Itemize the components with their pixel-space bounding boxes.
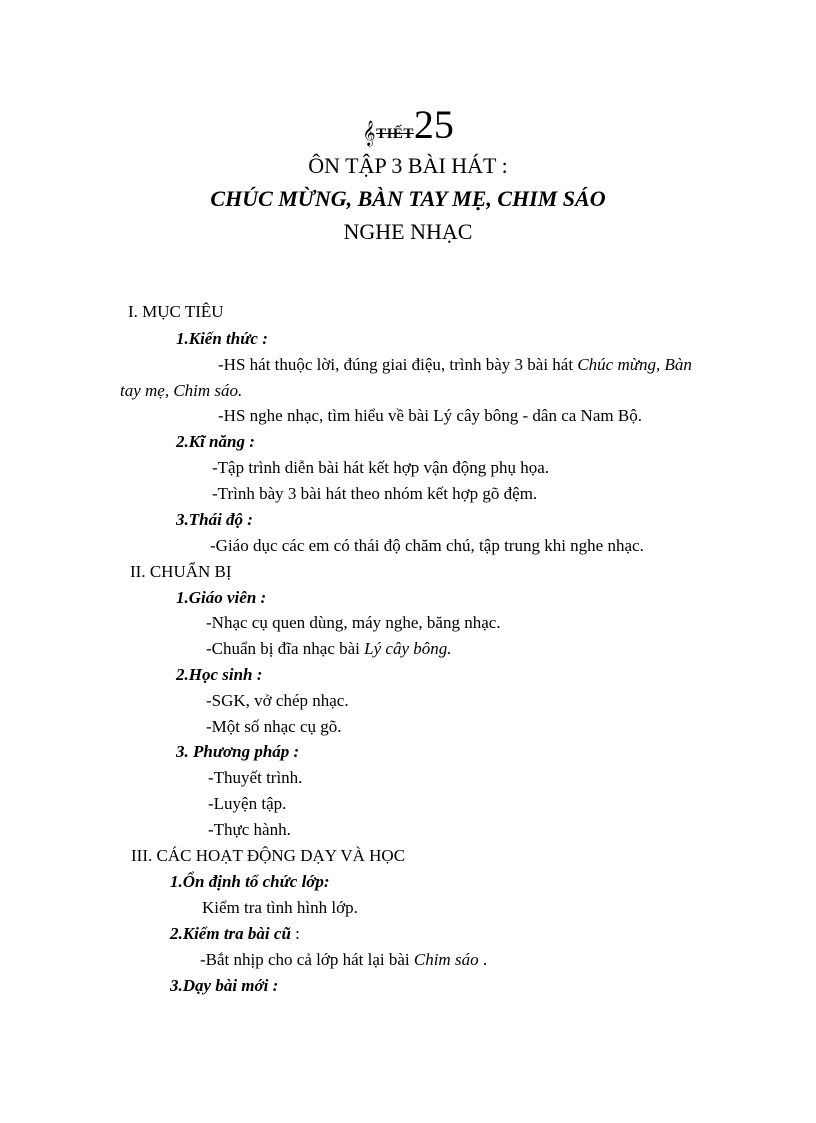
review-line-1-end: . (478, 950, 488, 969)
knowledge-line-3: -HS nghe nhạc, tìm hiểu về bài Lý cây bông - dân ca Nam Bộ. (218, 406, 642, 425)
students-line-1: -SGK, vở chép nhạc. (206, 691, 349, 710)
subheading-new-lesson: 3.Dạy bài mới : (170, 976, 279, 995)
methods-line-2: -Luyện tập. (208, 794, 287, 813)
students-line-2: -Một số nhạc cụ gõ. (206, 717, 342, 736)
review-line-1 (200, 950, 487, 970)
skills-line-1: -Tập trình diễn bài hát kết hợp vận động phụ họa. (212, 458, 550, 477)
section-heading-objectives: I. MỤC TIÊU (128, 302, 224, 321)
teacher-line-2-italic: Lý cây bông. (364, 639, 452, 658)
title-line-3: NGHE NHẠC (343, 219, 473, 244)
subheading-review (170, 924, 300, 944)
review-label-suffix: : (290, 924, 300, 943)
teacher-line-2 (206, 639, 452, 659)
subheading-knowledge: 1.Kiến thức : (176, 329, 268, 348)
subheading-attitude: 3.Thái độ : (176, 510, 253, 529)
review-label: 2.Kiểm tra bài cũ (170, 924, 291, 943)
methods-line-3: -Thực hành. (208, 820, 291, 839)
lesson-number-heading (0, 100, 816, 150)
tiet-label: TIẾT (376, 126, 414, 142)
subheading-methods: 3. Phương pháp : (176, 742, 300, 761)
knowledge-line-1-italic: Chúc mừng, Bàn (577, 355, 692, 374)
skills-line-2: -Trình bày 3 bài hát theo nhóm kết hợp gõ đệm. (212, 484, 538, 503)
teacher-line-1: -Nhạc cụ quen dùng, máy nghe, băng nhạc. (206, 613, 501, 632)
treble-clef-icon: 𝄞 (362, 120, 376, 145)
subheading-teacher: 1.Giáo viên : (176, 588, 267, 607)
knowledge-line-2: tay mẹ, Chim sáo. (120, 381, 243, 400)
class-organization-line-1: Kiểm tra tình hình lớp. (202, 898, 358, 917)
teacher-line-2-text: -Chuẩn bị đĩa nhạc bài (206, 639, 365, 658)
section-heading-preparation: II. CHUẨN BỊ (130, 562, 232, 581)
subheading-skills: 2.Kĩ năng : (176, 432, 255, 451)
subheading-class-organization: 1.Ổn định tổ chức lớp: (170, 872, 330, 891)
methods-line-1: -Thuyết trình. (208, 768, 303, 787)
knowledge-line-1 (218, 355, 692, 375)
title-line-2: CHÚC MỪNG, BÀN TAY MẸ, CHIM SÁO (210, 186, 606, 211)
title-line-1: ÔN TẬP 3 BÀI HÁT : (308, 153, 508, 178)
knowledge-line-1-text: -HS hát thuộc lời, đúng giai điệu, trình bày 3 bài hát (218, 355, 578, 374)
section-heading-activities: III. CÁC HOẠT ĐỘNG DẠY VÀ HỌC (131, 846, 406, 865)
review-line-1-italic: Chim sáo (413, 950, 479, 969)
attitude-line-1: -Giáo dục các em có thái độ chăm chú, tập trung khi nghe nhạc. (210, 536, 644, 555)
review-line-1-text: -Bắt nhịp cho cả lớp hát lại bài (200, 950, 414, 969)
subheading-students: 2.Học sinh : (176, 665, 263, 684)
tiet-number: 25 (413, 102, 454, 147)
